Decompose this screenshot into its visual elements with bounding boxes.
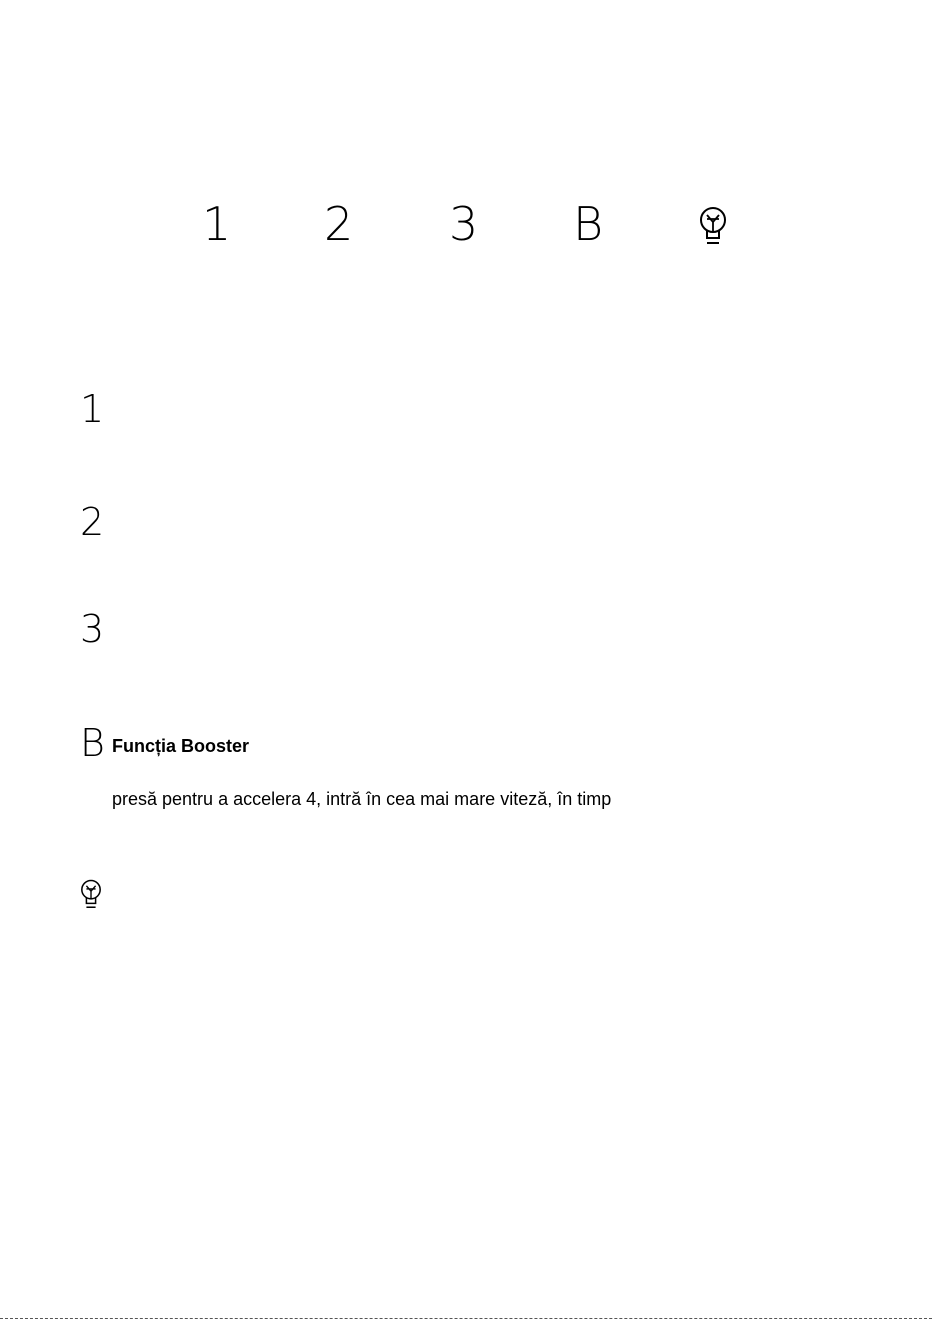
booster-button: B [573, 197, 604, 251]
legend-lightbulb-icon [78, 876, 104, 914]
booster-title: Funcția Booster [112, 736, 250, 756]
speed-1-button: 1 [202, 197, 232, 251]
legend-speed-3: 3 [80, 607, 105, 651]
legend-speed-2: 2 [80, 500, 105, 544]
speed-2-button: 2 [324, 197, 354, 251]
speed-3-button: 3 [449, 197, 479, 251]
legend-booster-symbol: B [80, 721, 105, 765]
page-bottom-rule [0, 1318, 932, 1319]
booster-description: presă pentru a accelera 4, intră în cea mai mare viteză, în timp [112, 789, 612, 809]
lightbulb-icon [696, 205, 730, 249]
legend-speed-1: 1 [80, 387, 105, 431]
